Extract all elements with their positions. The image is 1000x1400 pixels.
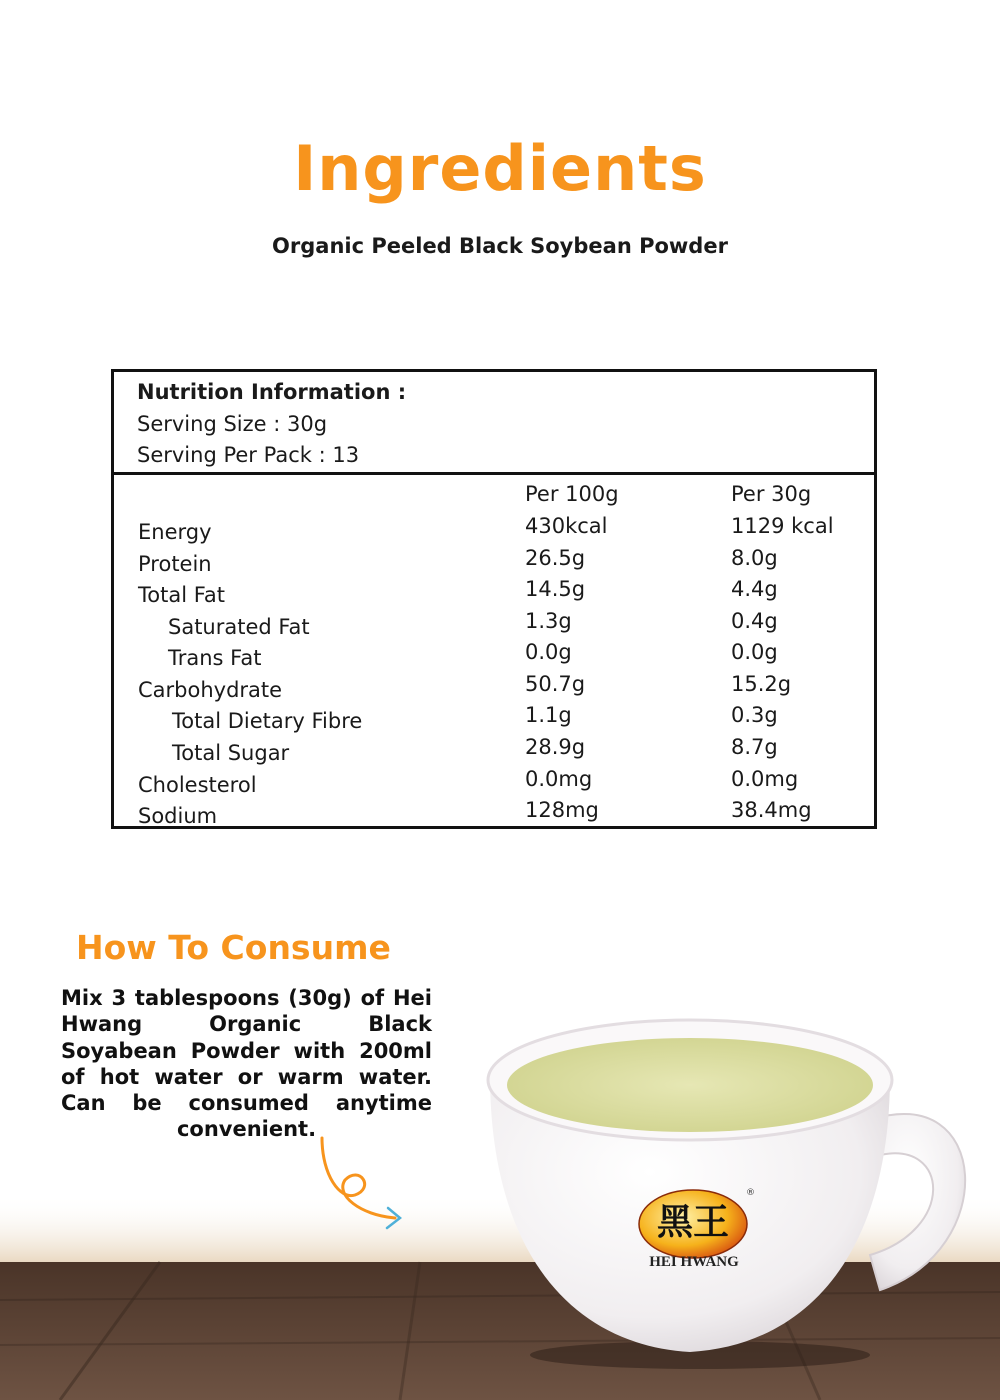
table-row — [114, 640, 874, 672]
row-per30: 15.2g — [731, 672, 792, 696]
column-header-row — [114, 482, 874, 514]
nutrition-header — [114, 372, 874, 475]
col-per-30g: Per 30g — [731, 482, 812, 506]
row-per100: 128mg — [525, 798, 599, 822]
serving-size: Serving Size : 30g — [137, 411, 328, 436]
table-row — [114, 798, 874, 830]
how-to-consume-title: How To Consume — [76, 928, 391, 967]
row-label: Sodium — [138, 804, 218, 828]
row-label: Cholesterol — [138, 773, 257, 797]
row-per100: 0.0g — [525, 640, 572, 664]
row-per30: 8.7g — [731, 735, 778, 759]
row-per30: 0.0mg — [731, 767, 799, 791]
row-per30: 38.4mg — [731, 798, 812, 822]
row-per30: 1129 kcal — [731, 514, 834, 538]
row-per100: 26.5g — [525, 546, 586, 570]
row-label: Energy — [138, 520, 212, 544]
table-row — [114, 546, 874, 578]
row-label: Protein — [138, 552, 212, 576]
row-per30: 4.4g — [731, 577, 778, 601]
page-title: Ingredients — [293, 132, 707, 205]
table-row — [114, 767, 874, 799]
row-per30: 8.0g — [731, 546, 778, 570]
nutrition-title: Nutrition Information : — [137, 380, 407, 404]
row-per30: 0.3g — [731, 703, 778, 727]
drink-surface — [507, 1038, 873, 1132]
product-name: Organic Peeled Black Soybean Powder — [272, 234, 728, 258]
table-row — [114, 703, 874, 735]
row-label: Total Sugar — [172, 741, 290, 765]
serving-per-pack: Serving Per Pack : 13 — [137, 443, 360, 467]
row-label: Saturated Fat — [168, 615, 310, 639]
nutrition-table — [111, 369, 877, 829]
table-row — [114, 609, 874, 641]
row-label: Trans Fat — [168, 646, 262, 670]
table-row — [114, 514, 874, 546]
row-per30: 0.0g — [731, 640, 778, 664]
row-per100: 0.0mg — [525, 767, 593, 791]
row-per100: 1.3g — [525, 609, 572, 633]
how-to-consume-text: Mix 3 tablespoons (30g) of Hei Hwang Organic Black Soyabean Powder with 200ml of hot water or warm water. Can be consumed anytime convenient. — [61, 986, 432, 1142]
row-per100: 28.9g — [525, 735, 586, 759]
row-per100: 14.5g — [525, 577, 586, 601]
row-per30: 0.4g — [731, 609, 778, 633]
row-per100: 1.1g — [525, 703, 572, 727]
row-per100: 430kcal — [525, 514, 608, 538]
row-label: Carbohydrate — [138, 678, 283, 702]
row-label: Total Fat — [138, 583, 225, 607]
wood-table — [0, 1262, 1000, 1400]
table-row — [114, 577, 874, 609]
table-row — [114, 735, 874, 767]
brand-logo-chinese: 黑王 — [656, 1201, 729, 1243]
registered-mark: ® — [746, 1188, 755, 1198]
col-per-100g: Per 100g — [525, 482, 619, 506]
table-row — [114, 672, 874, 704]
brand-logo-name: HEI HWANG — [649, 1254, 739, 1270]
row-per100: 50.7g — [525, 672, 586, 696]
row-label: Total Dietary Fibre — [172, 709, 363, 733]
